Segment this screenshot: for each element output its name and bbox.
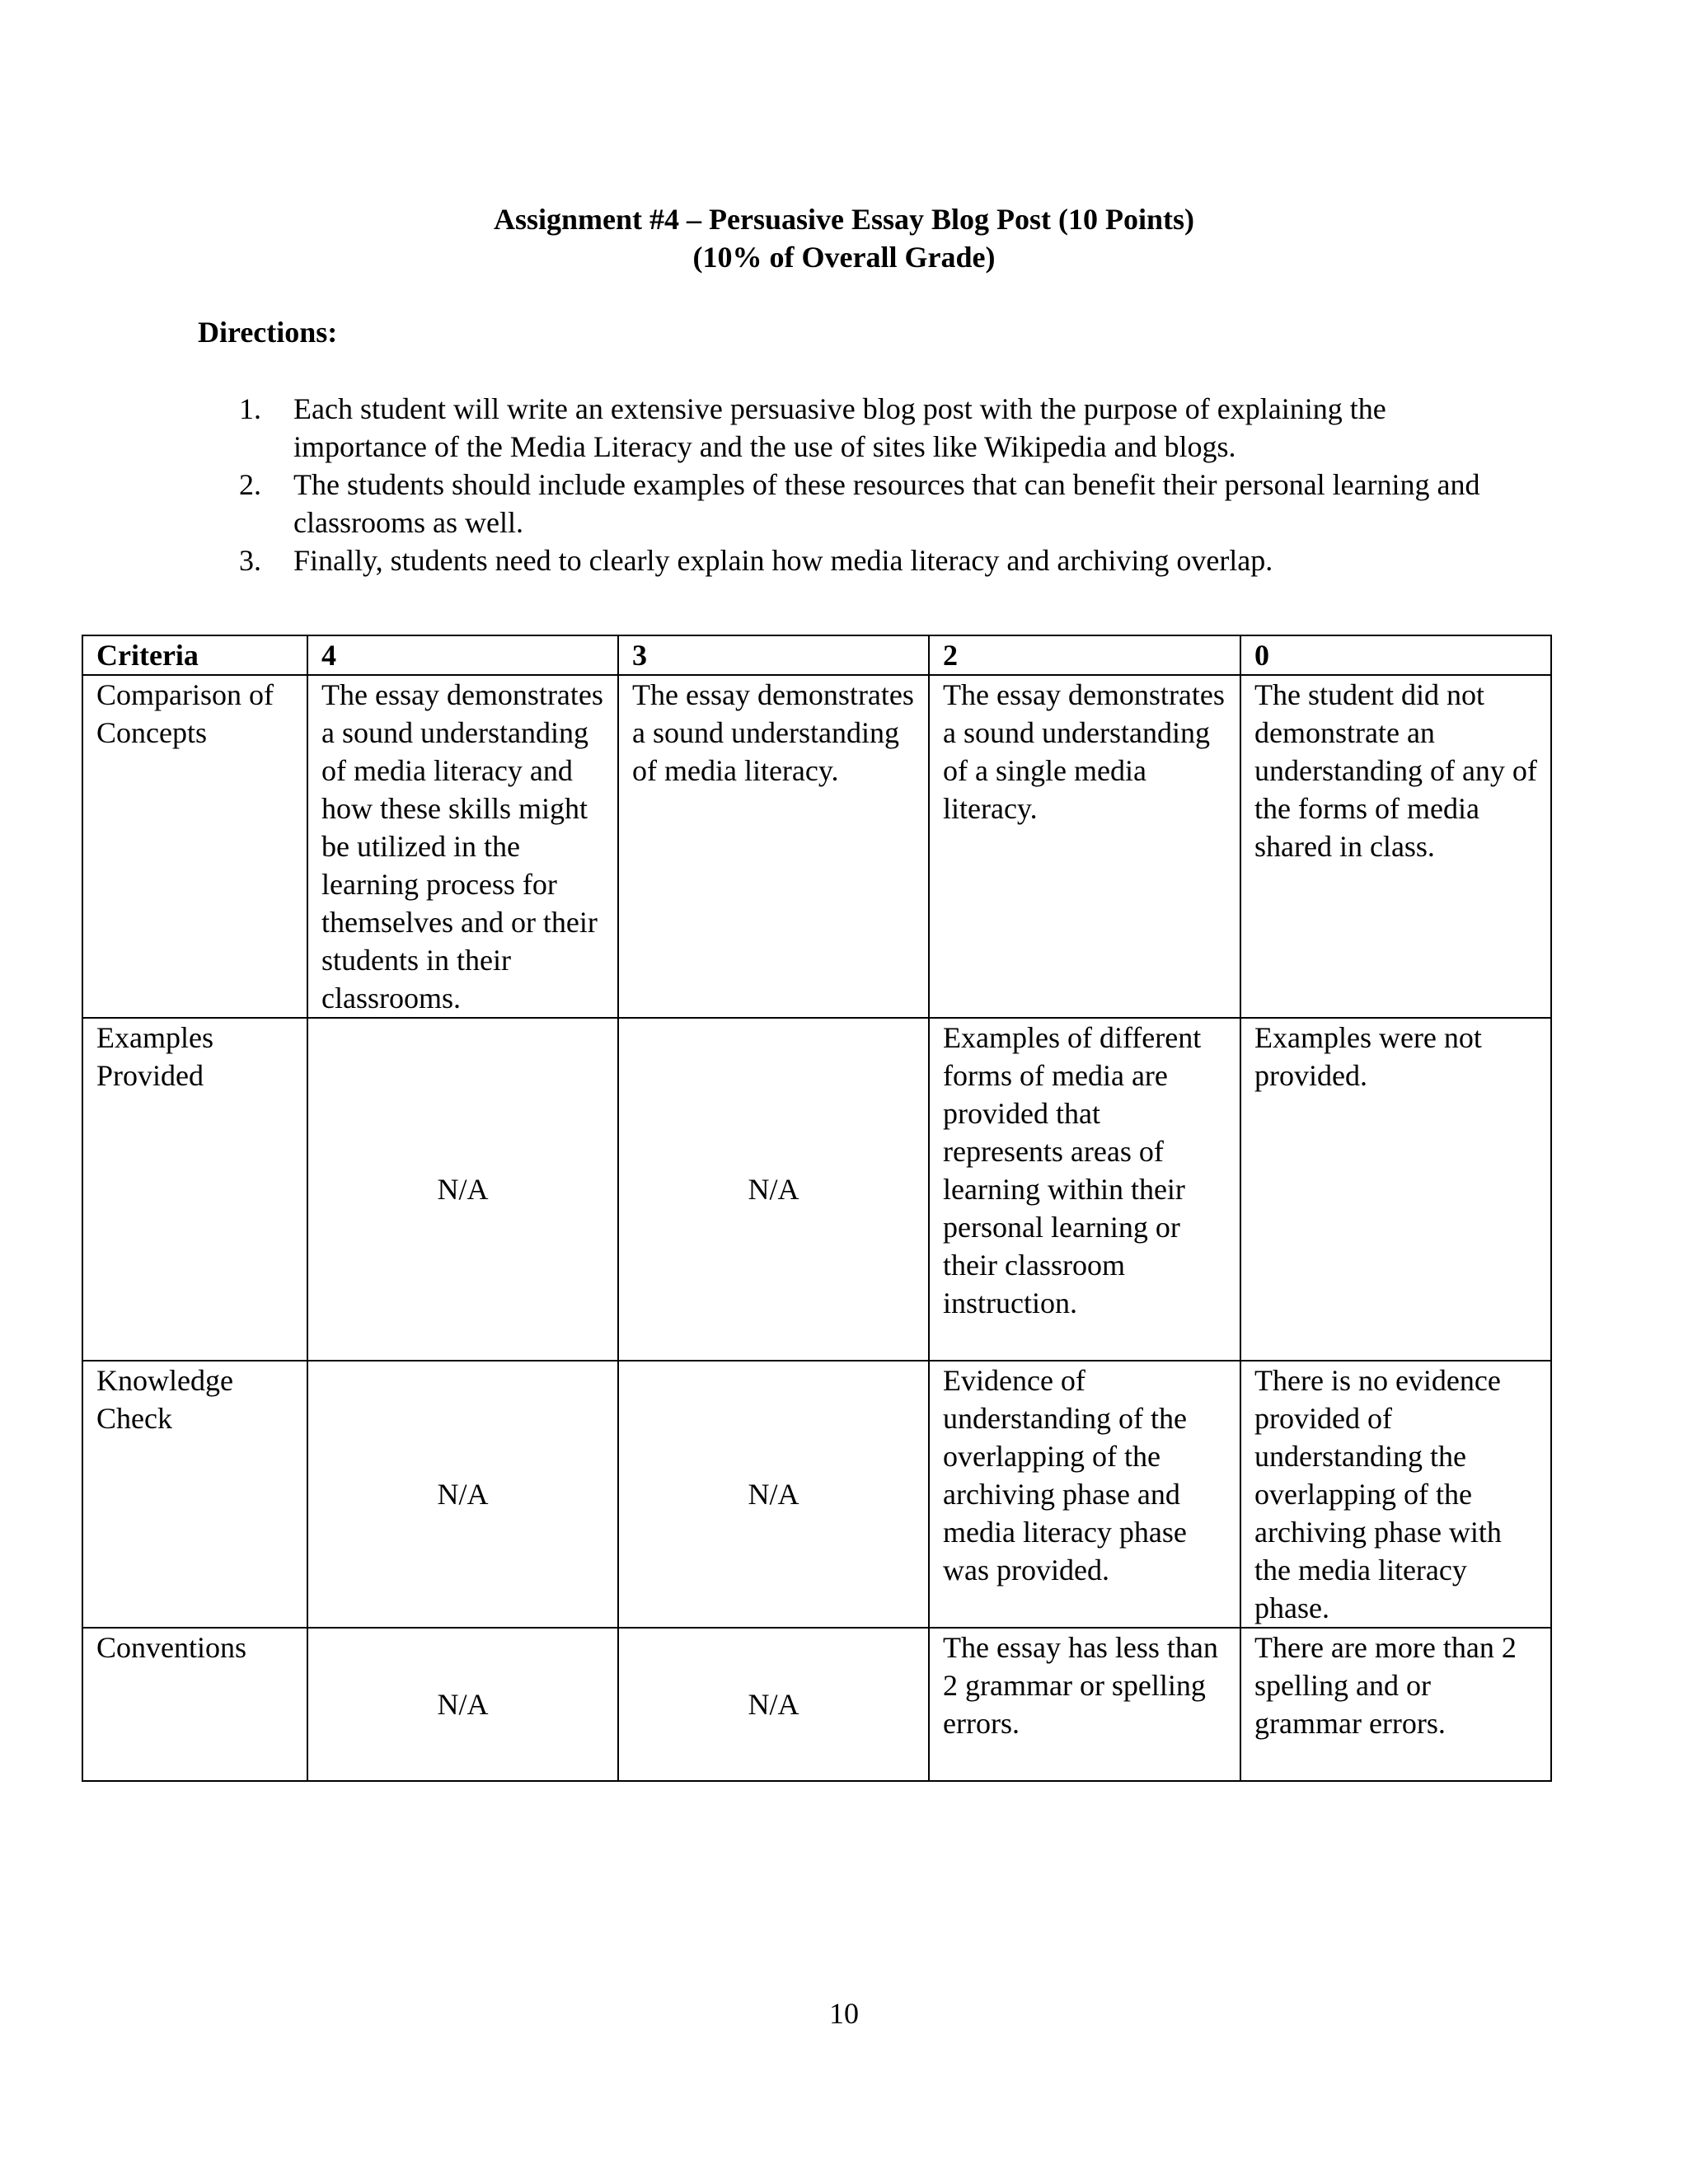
score-0-cell: Examples were not provided. [1240,1018,1551,1361]
score-3-cell: N/A [618,1018,929,1361]
score-4-cell: N/A [307,1628,618,1781]
criteria-cell: Examples Provided [82,1018,307,1361]
page-number: 10 [829,1997,859,2030]
score-2-cell: Examples of different forms of media are provided that represents areas of learning within their personal learning or their classroom instruction. [929,1018,1240,1361]
score-2-cell: Evidence of understanding of the overlapping of the archiving phase and media literacy phase was provided. [929,1361,1240,1628]
directions-heading: Directions: [198,316,338,349]
direction-number: 3. [239,544,261,577]
score-0-cell: There is no evidence provided of understanding the overlapping of the archiving phase with the media literacy phase. [1240,1361,1551,1628]
direction-text: Finally, students need to clearly explain how media literacy and archiving overlap. [293,544,1273,577]
direction-number: 2. [239,468,261,501]
direction-number: 1. [239,392,261,425]
score-0-cell: The student did not demonstrate an understanding of any of the forms of media shared in class. [1240,675,1551,1018]
score-2-cell: The essay demonstrates a sound understanding of a single media literacy. [929,675,1240,1018]
criteria-cell: Knowledge Check [82,1361,307,1628]
criteria-cell: Comparison of Concepts [82,675,307,1018]
score-4-cell: N/A [307,1361,618,1628]
direction-item [239,466,1517,541]
score-2-cell: The essay has less than 2 grammar or spelling errors. [929,1628,1240,1781]
score-3-cell: N/A [618,1628,929,1781]
score-4-cell: N/A [307,1018,618,1361]
direction-text: The students should include examples of these resources that can benefit their personal learning and classrooms as well. [293,468,1480,539]
rubric-row-conventions [82,1628,1551,1781]
score-3-cell: The essay demonstrates a sound understanding of media literacy. [618,675,929,1018]
criteria-cell: Conventions [82,1628,307,1781]
assignment-title: Assignment #4 – Persuasive Essay Blog Post (10 Points) [493,203,1194,236]
score-0-cell: There are more than 2 spelling and or grammar errors. [1240,1628,1551,1781]
header-score-3: 3 [618,635,929,675]
score-4-cell: The essay demonstrates a sound understanding of media literacy and how these skills might be utilized in the learning process for themselves and or their students in their classrooms. [307,675,618,1018]
rubric-table [82,635,1552,1782]
assignment-subtitle: (10% of Overall Grade) [692,241,996,274]
header-score-4: 4 [307,635,618,675]
rubric-row-knowledge [82,1361,1551,1628]
header-score-2: 2 [929,635,1240,675]
rubric-row-comparison [82,675,1551,1018]
direction-text: Each student will write an extensive persuasive blog post with the purpose of explaining the importance of the Media Literacy and the use of sites like Wikipedia and blogs. [293,392,1386,463]
header-criteria: Criteria [82,635,307,675]
score-3-cell: N/A [618,1361,929,1628]
directions-list [239,390,1517,579]
header-score-0: 0 [1240,635,1551,675]
rubric-header-row [82,635,1551,675]
rubric-row-examples [82,1018,1551,1361]
direction-item [239,541,1517,579]
direction-item [239,390,1517,466]
